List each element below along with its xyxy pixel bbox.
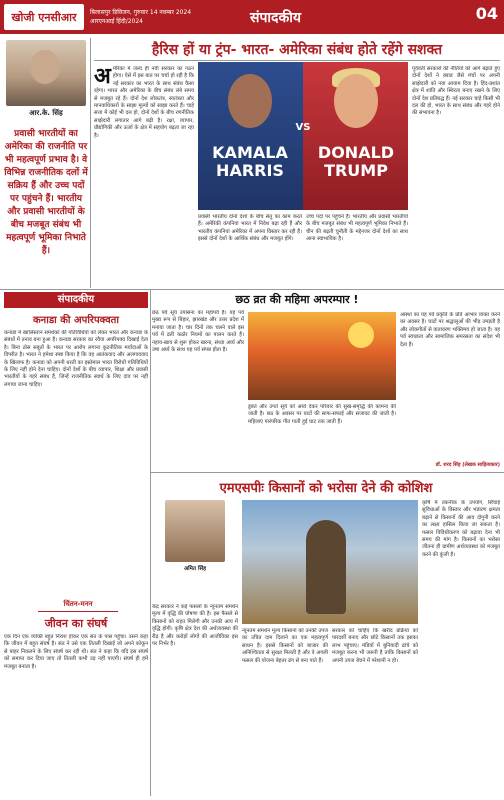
- chhath-text-2b: छठ के अवसर पर घाटों की साफ-सफाई और सजावट की जाती है। महिलाएं पारंपरिक गीत गाती हुई घाट तक जाती हैं।: [248, 411, 396, 425]
- chintan-headline[interactable]: जीवन का संघर्ष: [44, 617, 108, 630]
- harris-photo-panel: [198, 62, 303, 210]
- main-story-column-1: [94, 66, 194, 288]
- editor-column-divider: [90, 38, 91, 288]
- issue-date: बिलासपुर डिविजन, गुरुवार 14 नवम्बर 2024: [90, 9, 192, 16]
- issue-info: [90, 8, 210, 26]
- chhath-photo: [248, 312, 396, 400]
- headline-divider: [94, 60, 500, 61]
- farmer-figure: [306, 520, 346, 614]
- chhath-headline[interactable]: छठ व्रत की महिमा अपरम्पार !: [235, 293, 359, 306]
- farmers-column-2: न्यूनतम समर्थन मूल्य किसानों को उनकी उपज का उचित दाम दिलाने का एक महत्वपूर्ण साधन है। इससे किसानों को बाजार की अनिश्चितता से सुरक्षा मिलती है और वे अगली फसल की योजना बेहतर ढंग से बना पाते हैं।: [242, 628, 328, 664]
- editor-quote: प्रवासी भारतीयों का अमेरिका की राजनीति पर भी महत्वपूर्ण प्रभाव है। वे विभिन्न राजनीतिक दलों में सक्रिय हैं और उच्च पदों पर पहुंचने हैं। भारतीय और प्रवासी भारतीयों के बीच मजबूत संबंध भी महत्वपूर्ण भूमिका निभाते हैं।: [4, 129, 88, 256]
- chhath-column-1: छठ पर्व सूर्य उपासना का महापर्व है। यह पर्व मुख्य रूप से बिहार, झारखंड और उत्तर प्रदेश में मनाया जाता है। चार दिनों तक चलने वाले इस पर्व में व्रती कठोर नियमों का पालन करते हैं। नहाय-खाय से शुरू होकर खरना, संध्या अर्घ्य और उषा अर्घ्य के साथ यह पर्व संपन्न होता है।: [152, 310, 244, 354]
- trump-photo-panel: [303, 62, 408, 210]
- main-story-column-2: प्रवासी भारतीय दोनों देशों के बीच सेतु का काम करते हैं। अमेरिकी कंपनियां भारत में निवेश बढ़ा रही हैं और भारतीय कंपनियां अमेरिका में अपना विस्तार कर रही हैं। इससे दोनों देशों के आर्थिक संबंध और मजबूत होंगे।: [198, 214, 302, 243]
- dropcap: अ: [94, 66, 111, 89]
- farmers-photo: [242, 500, 418, 624]
- author-photo: [165, 500, 225, 562]
- masthead: [0, 0, 504, 34]
- editor-column: [4, 38, 88, 288]
- editor-name: आर.के. सिंह: [29, 109, 63, 117]
- sun-icon: [348, 322, 374, 348]
- editor-photo: [6, 40, 86, 106]
- harris-trump-photo: [198, 62, 408, 210]
- harris-name-label: KAMALA HARRIS: [212, 143, 288, 180]
- page-number: 04: [475, 4, 498, 23]
- chhath-author: डॉ. शरद सिंह (लेखक साहित्यकार): [435, 462, 500, 468]
- registration-number: आरएनआई हिंदी/2024: [90, 18, 143, 25]
- left-column-divider: [150, 290, 151, 796]
- versus-label: VS: [295, 122, 311, 133]
- chintan-body: एक दिन एक व्यक्ति बहुत निराश होकर एक संत के पास पहुंचा। उसने कहा कि जीवन में बहुत संघर्ष है। संत ने उसे एक तितली दिखाई जो अपने कोकून से बाहर निकलने के लिए संघर्ष कर रही थी। संत ने कहा कि यदि इस संघर्ष को समाप्त कर दिया जाए तो तितली कभी उड़ नहीं पाएगी। संघर्ष ही हमें मजबूत बनाता है।: [4, 634, 148, 670]
- newspaper-logo[interactable]: खोजी एनसीआर: [4, 4, 84, 30]
- farmers-column-1: केंद्र सरकार ने कई फसलों के न्यूनतम समर्थन मूल्य में वृद्धि की घोषणा की है। इस फैसले से किसानों को राहत मिलेगी और उनकी आय में वृद्धि होगी। कृषि क्षेत्र देश की अर्थव्यवस्था की रीढ़ है और करोड़ों लोगों की आजीविका इस पर निर्भर है।: [152, 604, 238, 648]
- chhath-column-2: [248, 404, 396, 462]
- author-name: अमित सिंह: [183, 566, 207, 572]
- section-title: संपादकीय: [250, 9, 301, 26]
- chintan-label: चिंतन-मनन: [38, 600, 118, 612]
- farmers-author-box: [152, 500, 238, 596]
- chhath-text-2a: डूबते और उगते सूर्य को अर्घ्य देकर परिवार की सुख-समृद्धि की कामना की जाती है।: [248, 404, 396, 418]
- samvadika-label: संपादकीय: [4, 292, 148, 308]
- section-divider-2: [150, 472, 504, 473]
- samvadika-body: कनाडा में खालिस्तान समर्थकों की गतिविधियों को लेकर भारत और कनाडा के संबंधों में तनाव बना हुआ है। कनाडा सरकार का रवैया अपरिपक्व दिखाई देता है। बिना ठोस सबूतों के भारत पर आरोप लगाना कूटनीतिक मर्यादाओं के विपरीत है। भारत ने हमेशा स्पष्ट किया है कि वह आतंकवाद और अलगाववाद के खिलाफ है। कनाडा को अपनी धरती का इस्तेमाल भारत विरोधी गतिविधियों के लिए नहीं होने देना चाहिए। दोनों देशों के बीच व्यापार, शिक्षा और प्रवासी भारतीयों के गहरे संबंध हैं, जिन्हें राजनीतिक स्वार्थ के लिए दांव पर नहीं लगाया जाना चाहिए।: [4, 330, 148, 388]
- farmers-column-3: सरकार को चाहिए कि खरीद प्रक्रिया को पारदर्शी बनाए और छोटे किसानों तक इसका लाभ पहुंचाए। मंडियों में बुनियादी ढांचे को मजबूत करना भी जरूरी है ताकि किसानों को अपनी उपज बेचने में परेशानी न हो।: [332, 628, 418, 664]
- main-headline[interactable]: हैरिस हों या ट्रंप- भारत- अमेरिका संबंध होते रहेंगे सशक्त: [151, 42, 443, 58]
- samvadika-headline[interactable]: कनाडा की अपरिपक्वता: [33, 315, 119, 326]
- main-story-text-1: मेरिका में जल्द ही नयी सरकार का गठन होगा। ऐसे में इस बात पर चर्चा हो रही है कि नई सरकार का भारत के साथ संबंध कैसा रहेगा। भारत और अमेरिका के बीच संबंध लंबे समय से मजबूत रहे हैं। दोनों देश लोकतंत्र, स्वतंत्रता और मानवाधिकारों के साझा मूल्यों को साझा करते हैं। चाहे सत्ता में कोई भी दल हो, दोनों देशों के बीच रणनीतिक साझेदारी लगातार आगे बढ़ी है। रक्षा, व्यापार, प्रौद्योगिकी और ऊर्जा के क्षेत्र में सहयोग बढ़ता जा रहा है।: [94, 66, 194, 139]
- main-story-column-3: उच्च पदों पर पहुंचने हैं। भारतीय और प्रवासी भारतीयों के बीच मजबूत संबंध भी महत्वपूर्ण भूमिका निभाते हैं। चीन की बढ़ती चुनौती के मद्देनजर दोनों देशों का साथ आना स्वाभाविक है।: [306, 214, 408, 243]
- chhath-column-3: आस्था का यह पर्व प्रकृति के प्रति आभार व्यक्त करने का अवसर है। घाटों पर श्रद्धालुओं की भीड़ उमड़ती है और लोकगीतों से वातावरण भक्तिमय हो जाता है। यह पर्व स्वच्छता और सामाजिक समरसता का संदेश भी देता है।: [400, 312, 500, 348]
- trump-face: [334, 74, 378, 128]
- harris-face: [228, 74, 272, 128]
- farmers-column-4: कृषि में तकनीक के उपयोग, सिंचाई सुविधाओं के विस्तार और भंडारण क्षमता बढ़ाने से किसानों की आय दोगुनी करने का लक्ष्य हासिल किया जा सकता है। फसल विविधीकरण को बढ़ावा देना भी समय की मांग है। किसानों का भरोसा जीतना ही ग्रामीण अर्थव्यवस्था को मजबूत करने की कुंजी है।: [422, 500, 500, 558]
- trump-name-label: DONALD TRUMP: [317, 143, 395, 180]
- main-story-column-4: पूर्ववर्ती सरकारों की नीतियों को आगे बढ़ाते हुए दोनों देशों ने क्वाड जैसे मंचों पर अपनी साझेदारी को नया आयाम दिया है। हिंद-प्रशांत क्षेत्र में शांति और स्थिरता बनाए रखने के लिए दोनों देश प्रतिबद्ध हैं। नई सरकार चाहे किसी भी दल की हो, भारत के साथ संबंध और गहरे होने की संभावना है।: [412, 66, 500, 117]
- section-divider-1: [0, 289, 504, 290]
- farmers-headline[interactable]: एमएसपीः किसानों को भरोसा देने की कोशिश: [219, 481, 433, 496]
